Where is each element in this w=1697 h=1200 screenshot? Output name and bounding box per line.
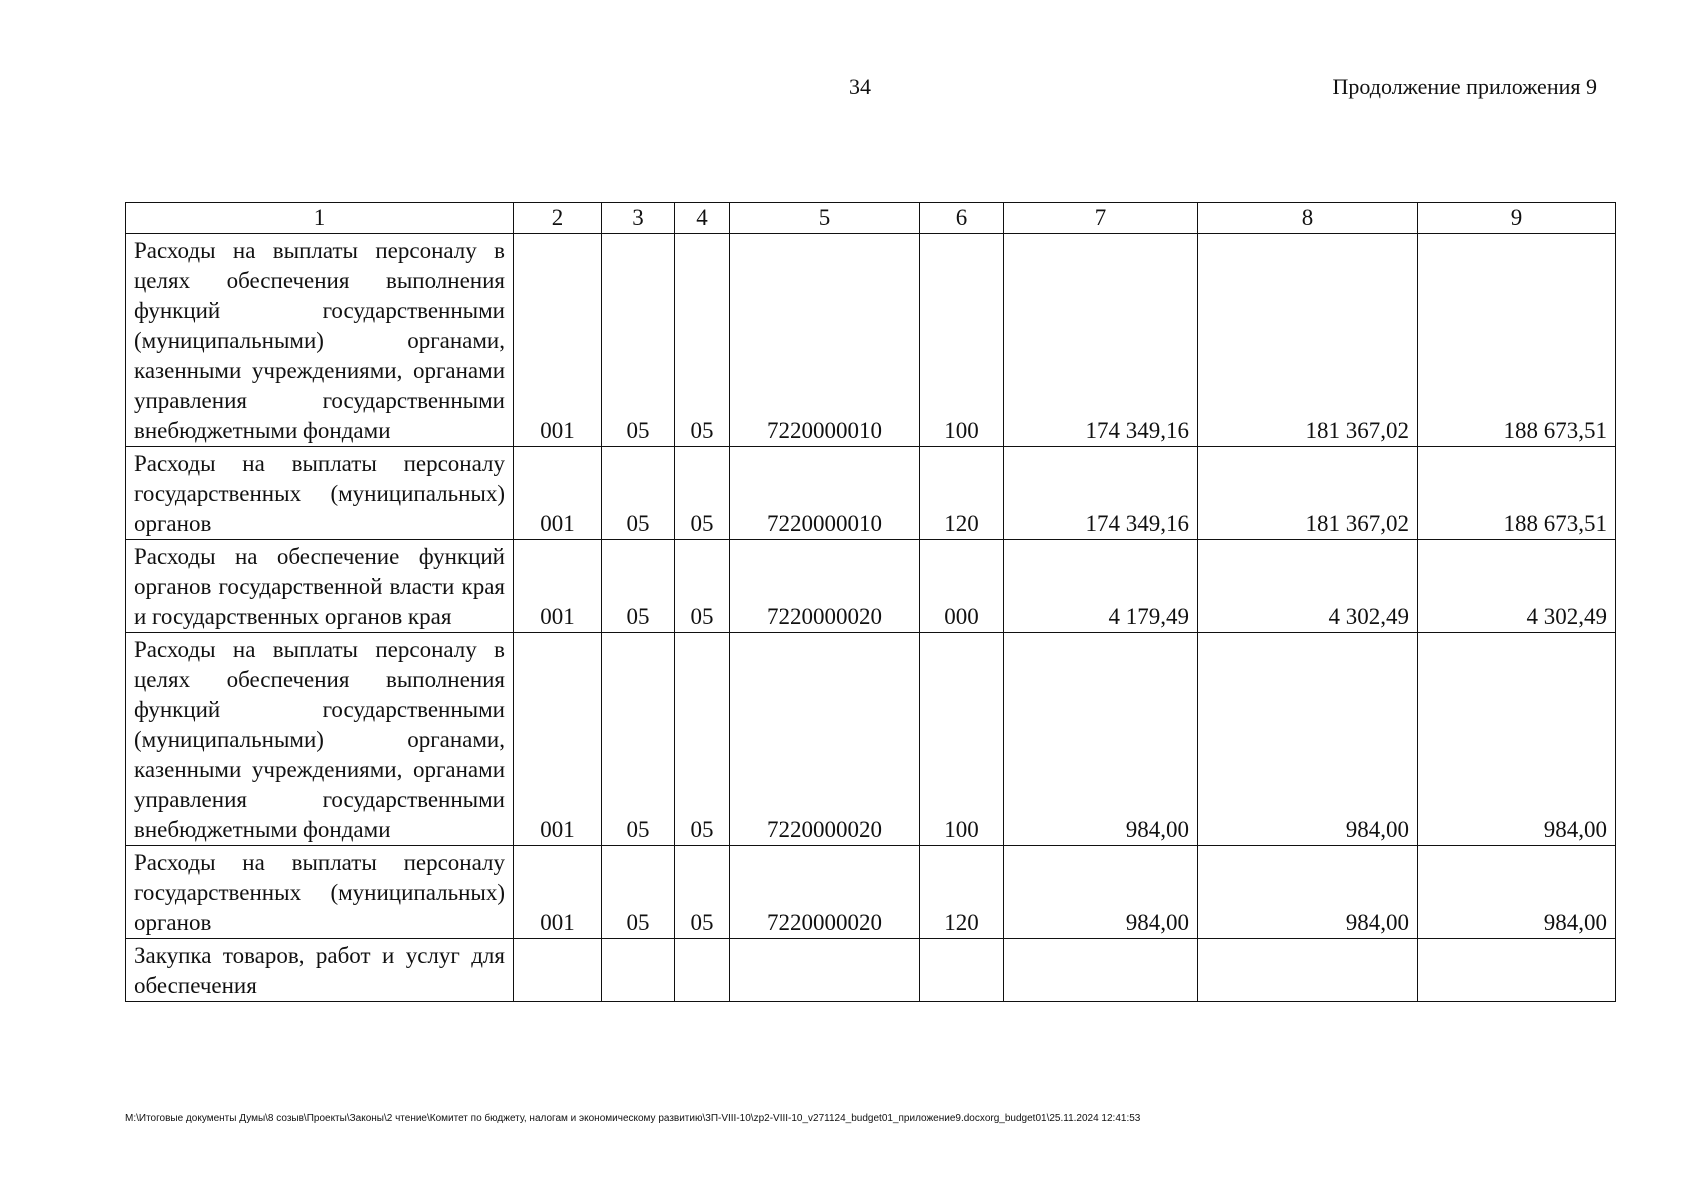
- column-header: 3: [602, 203, 675, 234]
- cell-section: 05: [602, 234, 675, 447]
- cell-ministry-code: [514, 939, 602, 1002]
- column-header: 1: [126, 203, 514, 234]
- cell-amount-col7: 984,00: [1004, 633, 1198, 846]
- column-header: 5: [730, 203, 920, 234]
- cell-amount-col7: 174 349,16: [1004, 447, 1198, 540]
- row-description: Расходы на обеспечение функций органов государственной власти края и государственных органов края: [126, 540, 514, 633]
- column-header: 8: [1198, 203, 1418, 234]
- cell-target-article: [730, 939, 920, 1002]
- cell-amount-col9: [1418, 939, 1616, 1002]
- cell-section: 05: [602, 633, 675, 846]
- cell-amount-col8: 4 302,49: [1198, 540, 1418, 633]
- cell-subsection: 05: [675, 540, 730, 633]
- cell-target-article: 7220000020: [730, 540, 920, 633]
- cell-amount-col7: 4 179,49: [1004, 540, 1198, 633]
- row-description: Закупка товаров, работ и услуг для обеспечения: [126, 939, 514, 1002]
- cell-section: 05: [602, 540, 675, 633]
- table-row: [126, 633, 1616, 846]
- cell-amount-col8: 984,00: [1198, 846, 1418, 939]
- cell-amount-col8: [1198, 939, 1418, 1002]
- cell-target-article: 7220000010: [730, 234, 920, 447]
- cell-subsection: 05: [675, 846, 730, 939]
- column-header: 2: [514, 203, 602, 234]
- cell-ministry-code: 001: [514, 540, 602, 633]
- cell-subsection: 05: [675, 234, 730, 447]
- page-number: 34: [849, 74, 871, 99]
- table-row: [126, 846, 1616, 939]
- column-header: 7: [1004, 203, 1198, 234]
- cell-ministry-code: 001: [514, 633, 602, 846]
- row-description: Расходы на выплаты персоналу в целях обеспечения выполнения функций государственными (муниципальными) органами, казенными учреждениями, органами управления государственными внебюджетными фондами: [126, 633, 514, 846]
- table-row: [126, 447, 1616, 540]
- cell-amount-col7: 174 349,16: [1004, 234, 1198, 447]
- cell-section: 05: [602, 846, 675, 939]
- cell-subsection: [675, 939, 730, 1002]
- cell-amount-col9: 188 673,51: [1418, 447, 1616, 540]
- cell-section: [602, 939, 675, 1002]
- cell-ministry-code: 001: [514, 234, 602, 447]
- cell-ministry-code: 001: [514, 447, 602, 540]
- cell-ministry-code: 001: [514, 846, 602, 939]
- row-description: Расходы на выплаты персоналу государственных (муниципальных) органов: [126, 846, 514, 939]
- cell-expense-type: 120: [920, 447, 1004, 540]
- document-file-path: М:\Итоговые документы Думы\8 созыв\Проекты\Законы\2 чтение\Комитет по бюджету, налогам и экономическому развитию\3П-VIII-10\zp2-VIII-10_v271124_budget01_приложение9.docxorg_budget01\25.11.2024 12:41:53: [125, 1113, 1141, 1124]
- cell-expense-type: 100: [920, 633, 1004, 846]
- column-header: 6: [920, 203, 1004, 234]
- column-header: 4: [675, 203, 730, 234]
- cell-amount-col7: [1004, 939, 1198, 1002]
- cell-expense-type: [920, 939, 1004, 1002]
- cell-subsection: 05: [675, 447, 730, 540]
- cell-amount-col7: 984,00: [1004, 846, 1198, 939]
- cell-amount-col9: 984,00: [1418, 846, 1616, 939]
- column-header: 9: [1418, 203, 1616, 234]
- cell-target-article: 7220000010: [730, 447, 920, 540]
- cell-amount-col9: 188 673,51: [1418, 234, 1616, 447]
- cell-expense-type: 120: [920, 846, 1004, 939]
- cell-amount-col9: 984,00: [1418, 633, 1616, 846]
- table-row: [126, 234, 1616, 447]
- column-number-row: [126, 203, 1616, 234]
- cell-amount-col8: 984,00: [1198, 633, 1418, 846]
- cell-amount-col9: 4 302,49: [1418, 540, 1616, 633]
- cell-subsection: 05: [675, 633, 730, 846]
- cell-target-article: 7220000020: [730, 846, 920, 939]
- table-row: [126, 939, 1616, 1002]
- cell-expense-type: 100: [920, 234, 1004, 447]
- cell-amount-col8: 181 367,02: [1198, 447, 1418, 540]
- cell-expense-type: 000: [920, 540, 1004, 633]
- cell-section: 05: [602, 447, 675, 540]
- cell-amount-col8: 181 367,02: [1198, 234, 1418, 447]
- row-description: Расходы на выплаты персоналу государственных (муниципальных) органов: [126, 447, 514, 540]
- budget-table: [125, 202, 1616, 1002]
- cell-target-article: 7220000020: [730, 633, 920, 846]
- row-description: Расходы на выплаты персоналу в целях обеспечения выполнения функций государственными (муниципальными) органами, казенными учреждениями, органами управления государственными внебюджетными фондами: [126, 234, 514, 447]
- appendix-continuation-label: Продолжение приложения 9: [1332, 74, 1597, 99]
- table-row: [126, 540, 1616, 633]
